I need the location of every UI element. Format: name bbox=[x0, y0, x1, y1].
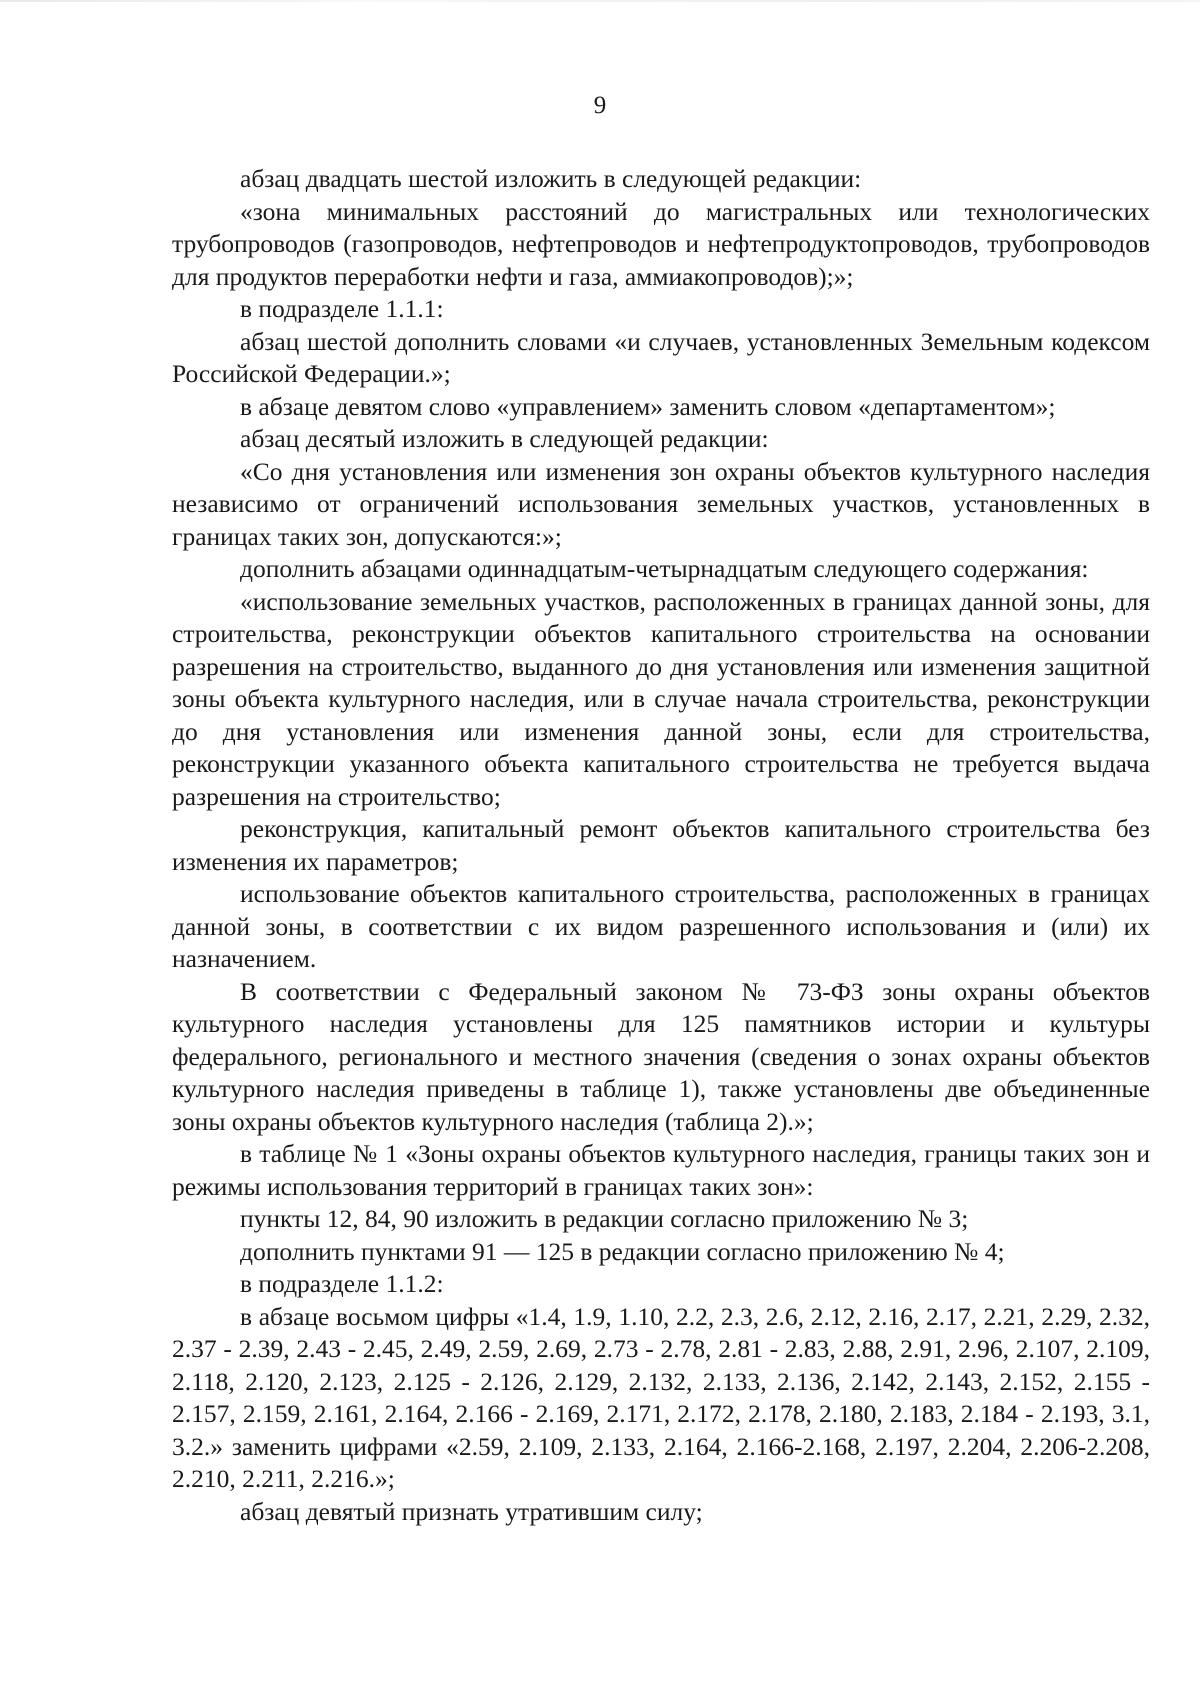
paragraph: в подразделе 1.1.2: bbox=[240, 1269, 444, 1298]
paragraph: «зона минимальных расстояний до магистральных или технологических трубопроводов (газопроводов, нефтепроводов и нефтепродуктопроводов, трубопроводов для продуктов переработки нефти и газа, аммиакопроводов);»; bbox=[172, 196, 1150, 291]
paragraph: использование объектов капитального строительства, расположенных в границах данной зоны, в соответствии с их видом разрешенного использования и (или) их назначением. bbox=[172, 879, 1150, 973]
paragraph: пункты 12, 84, 90 изложить в редакции согласно приложению № 3; bbox=[240, 1204, 969, 1233]
paragraph: абзац девятый признать утратившим силу; bbox=[240, 1496, 703, 1526]
paragraph: абзац десятый изложить в следующей редакции: bbox=[240, 424, 769, 453]
scan-edge bbox=[0, 0, 1200, 2]
paragraph: в абзаце девятом слово «управлением» заменить словом «департаментом»; bbox=[240, 391, 1056, 421]
paragraph: абзац двадцать шестой изложить в следующей редакции: bbox=[240, 164, 862, 193]
paragraph: в таблице № 1 «Зоны охраны объектов культурного наследия, границы таких зон и режимы использования территорий в границах таких зон»: bbox=[172, 1139, 1150, 1201]
paragraph: дополнить пунктами 91 — 125 в редакции согласно приложению № 4; bbox=[240, 1236, 1005, 1266]
page-number: 9 bbox=[593, 92, 607, 119]
paragraph: в подразделе 1.1.1: bbox=[240, 294, 444, 323]
paragraph: В соответствии с Федеральный законом № 73-ФЗ зоны охраны объектов культурного наследия установлены для 125 памятников истории и культуры федерального, регионального и местного значения (сведения о зонах охраны объектов культурного наследия приведены в таблице 1), также установлены две объединенные зоны охраны объектов культурного наследия (таблица 2).»; bbox=[172, 976, 1150, 1136]
paragraph: реконструкция, капитальный ремонт объектов капитального строительства без изменения их параметров; bbox=[172, 814, 1150, 876]
document-body bbox=[172, 163, 1150, 1528]
paragraph: «Со дня установления или изменения зон охраны объектов культурного наследия независимо от ограничений использования земельных участков, установленных в границах таких зон, допускаются:»; bbox=[172, 456, 1150, 551]
paragraph: абзац шестой дополнить словами «и случаев, установленных Земельным кодексом Российской Федерации.»; bbox=[172, 326, 1150, 388]
paragraph: дополнить абзацами одиннадцатым-четырнадцатым следующего содержания: bbox=[240, 554, 1089, 583]
paragraph: в абзаце восьмом цифры «1.4, 1.9, 1.10, 2.2, 2.3, 2.6, 2.12, 2.16, 2.17, 2.21, 2.29, 2.32, 2.37 - 2.39, 2.43 - 2.45, 2.49, 2.59, 2.69, 2.73 - 2.78, 2.81 - 2.83, 2.88, 2.91, 2.96, 2.107, 2.109, 2.118, 2.120, 2.123, 2.125 - 2.126, 2.129, 2.132, 2.133, 2.136, 2.142, 2.143, 2.152, 2.155 - 2.157, 2.159, 2.161, 2.164, 2.166 - 2.169, 2.171, 2.172, 2.178, 2.180, 2.183, 2.184 - 2.193, 3.1, 3.2.» заменить цифрами «2.59, 2.109, 2.133, 2.164, 2.166-2.168, 2.197, 2.204, 2.206-2.208, 2.210, 2.211, 2.216.»; bbox=[172, 1301, 1150, 1493]
paragraph: «использование земельных участков, расположенных в границах данной зоны, для строительства, реконструкции объектов капитального строительства на основании разрешения на строительство, выданного до дня установления или изменения защитной зоны объекта культурного наследия, или в случае начала строительства, реконструкции до дня установления или изменения данной зоны, если для строительства, реконструкции указанного объекта капитального строительства не требуется выдача разрешения на строительство; bbox=[172, 586, 1150, 811]
